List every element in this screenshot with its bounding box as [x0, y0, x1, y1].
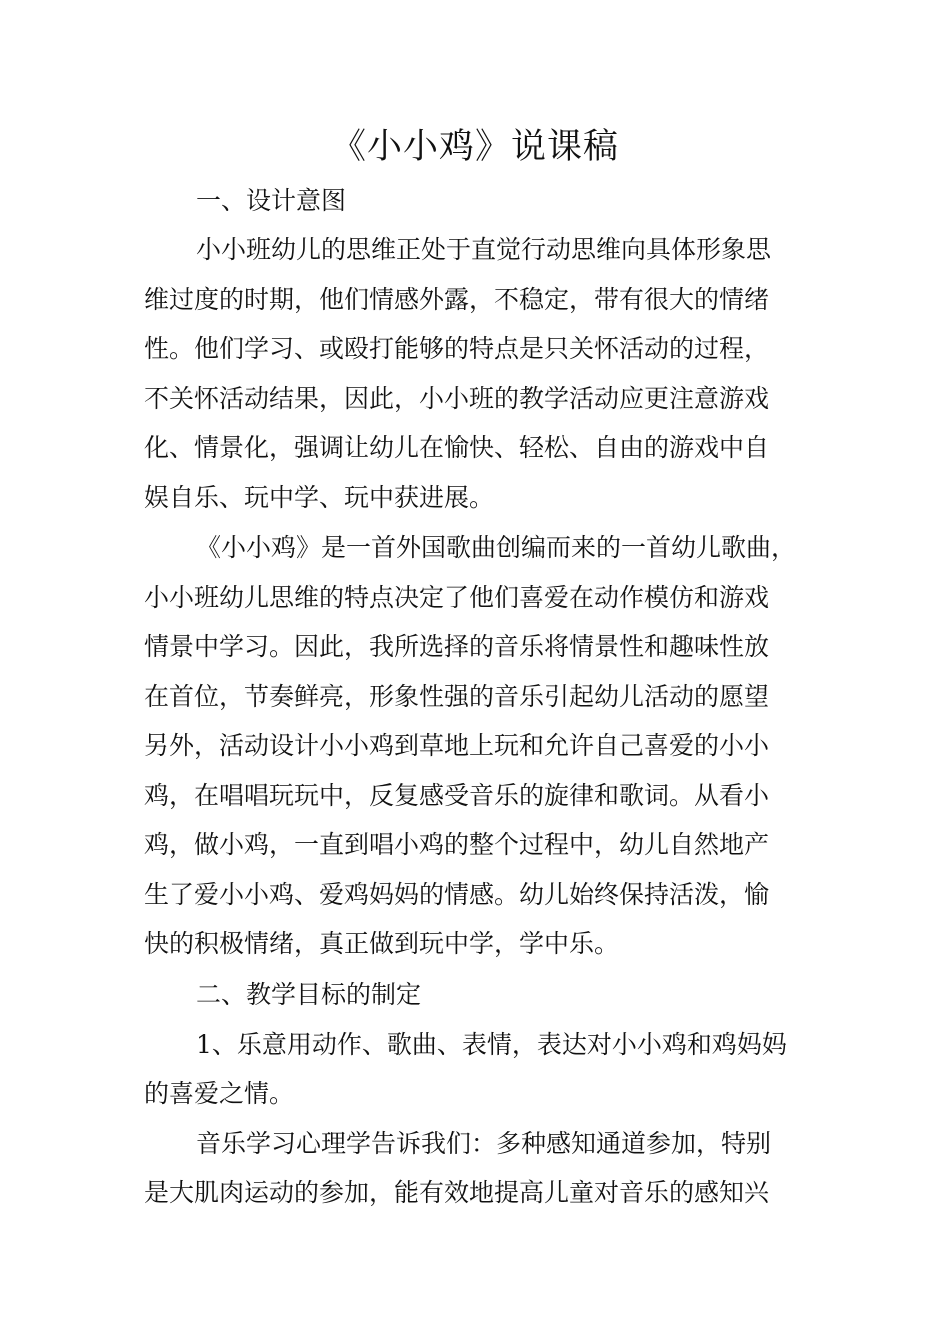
paragraph-line: 另外，活动设计小小鸡到草地上玩和允许自己喜爱的小小	[144, 731, 770, 760]
paragraph-line: 的喜爱之情。	[144, 1079, 295, 1108]
paragraph-line: 情景中学习。因此，我所选择的音乐将情景性和趣味性放	[144, 632, 770, 661]
paragraph-line: 鸡，在唱唱玩玩中，反复感受音乐的旋律和歌词。从看小	[144, 781, 770, 810]
paragraph-line: 不关怀活动结果，因此，小小班的教学活动应更注意游戏	[144, 384, 770, 413]
paragraph-line: 娱自乐、玩中学、玩中获进展。	[144, 483, 495, 512]
section-heading-teaching-goals: 二、教学目标的制定	[196, 980, 422, 1009]
paragraph-line: 维过度的时期，他们情感外露，不稳定，带有很大的情绪	[144, 285, 770, 314]
paragraph-line: 音乐学习心理学告诉我们：多种感知通道参加，特别	[196, 1129, 772, 1158]
section-heading-design-intent: 一、设计意图	[196, 186, 347, 215]
paragraph-line: 小小班幼儿思维的特点决定了他们喜爱在动作模仿和游戏	[144, 583, 770, 612]
paragraph-line: 《小小鸡》是一首外国歌曲创编而来的一首幼儿歌曲，	[196, 533, 797, 562]
paragraph-line: 在首位，节奏鲜亮，形象性强的音乐引起幼儿活动的愿望	[144, 682, 770, 711]
goal-item-1: 1、乐意用动作、歌曲、表情，表达对小小鸡和鸡妈妈	[196, 1030, 787, 1059]
paragraph-line: 快的积极情绪，真正做到玩中学，学中乐。	[144, 929, 620, 958]
paragraph-line: 鸡，做小鸡，一直到唱小鸡的整个过程中，幼儿自然地产	[144, 830, 770, 859]
paragraph-line: 小小班幼儿的思维正处于直觉行动思维向具体形象思	[196, 235, 772, 264]
paragraph-line: 是大肌肉运动的参加，能有效地提高儿童对音乐的感知兴	[144, 1178, 770, 1207]
document-title: 《小小鸡》说课稿	[330, 127, 619, 167]
paragraph-line: 生了爱小小鸡、爱鸡妈妈的情感。幼儿始终保持活泼，愉	[144, 880, 770, 909]
paragraph-line: 化、情景化，强调让幼儿在愉快、轻松、自由的游戏中自	[144, 433, 770, 462]
paragraph-line: 性。他们学习、或殴打能够的特点是只关怀活动的过程，	[144, 334, 770, 363]
